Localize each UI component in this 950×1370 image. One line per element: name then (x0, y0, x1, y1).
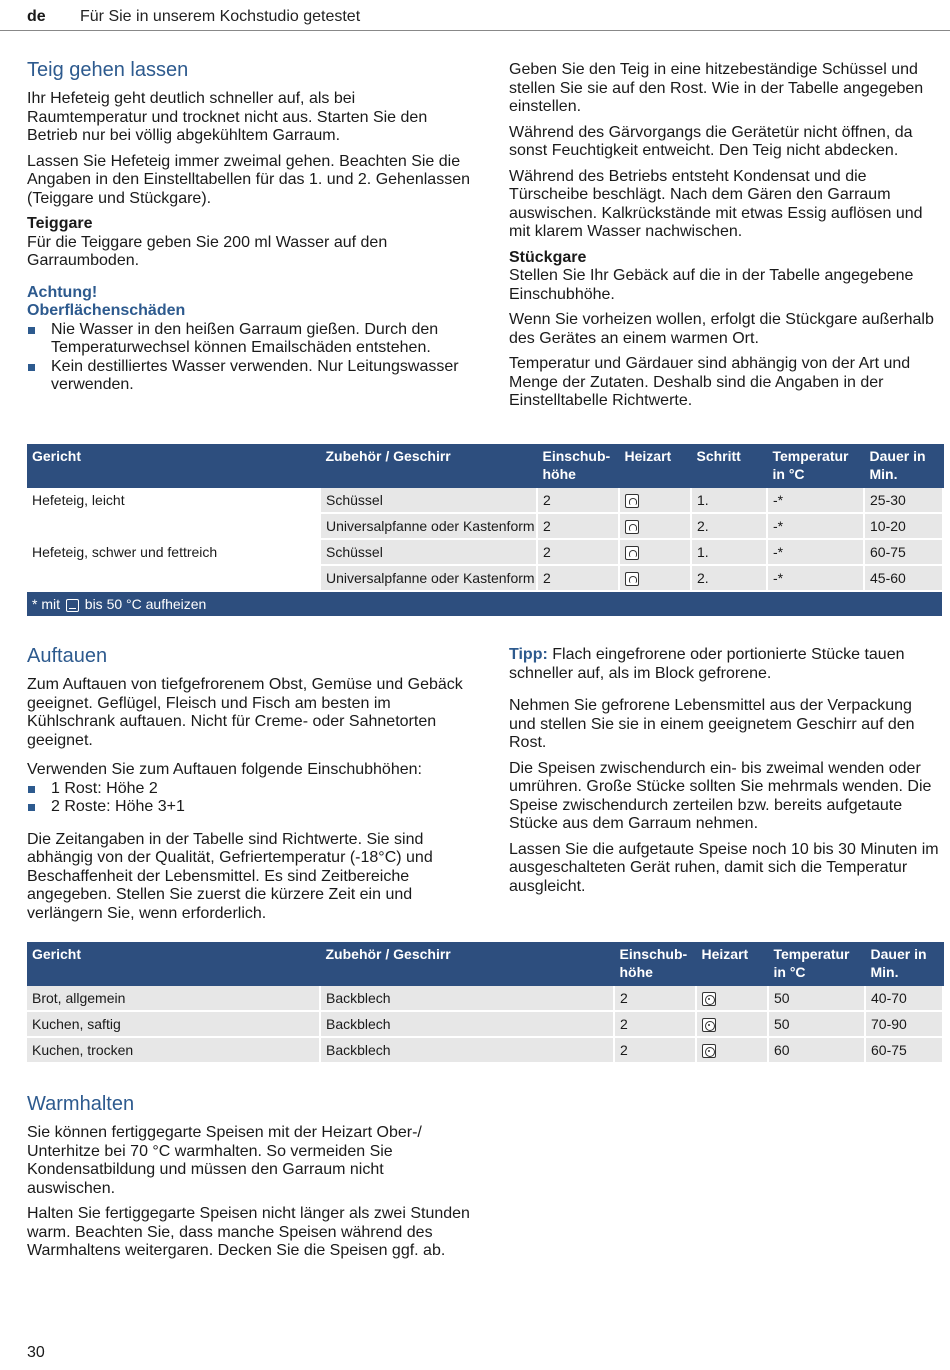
cell-temp: -* (767, 513, 864, 539)
cell-hoehe: 2 (537, 539, 619, 565)
cell-heizart (619, 565, 691, 591)
cell-dauer: 10-20 (864, 513, 943, 539)
cell-hoehe: 2 (614, 1011, 696, 1037)
table-header-row (27, 942, 943, 986)
list-item: 2 Roste: Höhe 3+1 (27, 798, 472, 817)
teiggare-text: Für die Teiggare geben Sie 200 ml Wasser auf den Garraumboden. (27, 233, 388, 269)
fan-icon (702, 1018, 716, 1032)
stueckgare-heading: Stückgare (509, 248, 587, 266)
dough-settings-table (27, 444, 944, 618)
auftauen-right-paragraph-2: Die Speisen zwischendurch ein- bis zweimal wenden oder umrühren. Große Stücke sollten Sie mehrmals wenden. Die Speise zwischendurch zerteilen bzw. bereits aufgetaute Stücke aus dem Garraum nehmen. (509, 759, 932, 832)
column-header: Einschub- höhe (614, 942, 696, 986)
list-item: Nie Wasser in den heißen Garraum gießen. Durch den Temperaturwechsel können Emailschäden entstehen. (27, 321, 472, 358)
list-item: Kein destilliertes Wasser verwenden. Nur Leitungswasser verwenden. (27, 358, 472, 395)
cell-hoehe: 2 (537, 565, 619, 591)
cell-dauer: 70-90 (865, 1011, 943, 1037)
cell-heizart (696, 1011, 768, 1037)
cell-zubehoer: Backblech (320, 1037, 614, 1063)
cell-temp: -* (767, 488, 864, 513)
cell-dauer: 45-60 (864, 565, 943, 591)
column-header: Dauer in Min. (864, 444, 943, 488)
cell-schritt: 1. (691, 539, 767, 565)
column-header: Einschub- höhe (537, 444, 619, 488)
cell-heizart (619, 539, 691, 565)
column-header: Gericht (27, 444, 320, 488)
fan-icon (702, 1044, 716, 1058)
cell-gericht (27, 565, 320, 591)
cell-gericht: Kuchen, saftig (27, 1011, 320, 1037)
cell-dauer: 25-30 (864, 488, 943, 513)
auftauen-paragraph-2: Verwenden Sie zum Auftauen folgende Einschubhöhen: (27, 761, 422, 778)
column-header: Temperatur in °C (767, 444, 864, 488)
cell-zubehoer: Backblech (320, 986, 614, 1011)
footnote-suffix: bis 50 °C aufheizen (84, 596, 207, 612)
table-header-row (27, 444, 943, 488)
column-header: Gericht (27, 942, 320, 986)
dough-icon (625, 572, 639, 586)
cell-heizart (696, 1037, 768, 1063)
dough-icon (625, 546, 639, 560)
cell-dauer: 60-75 (864, 539, 943, 565)
column-header: Heizart (619, 444, 691, 488)
cell-temp: -* (767, 539, 864, 565)
dough-icon (625, 494, 639, 508)
cell-schritt: 2. (691, 565, 767, 591)
page-number: 30 (27, 1344, 45, 1361)
cell-zubehoer: Universalpfanne oder Kastenform (320, 565, 537, 591)
cell-hoehe: 2 (614, 986, 696, 1011)
section-title-teig: Teig gehen lassen (27, 59, 189, 81)
header-title: Für Sie in unserem Kochstudio getestet (80, 8, 361, 25)
cell-dauer: 60-75 (865, 1037, 943, 1063)
cell-zubehoer: Universalpfanne oder Kastenform (320, 513, 537, 539)
cell-temp: 50 (768, 1011, 865, 1037)
cell-gericht (27, 513, 320, 539)
table-footnote (27, 591, 943, 617)
cell-zubehoer: Schüssel (320, 488, 537, 513)
teig-right-paragraph-4: Wenn Sie vorheizen wollen, erfolgt die Stückgare außerhalb des Gerätes an einem warmen Ort. (509, 311, 934, 347)
defrost-settings-table (27, 942, 944, 1064)
table-footnote-row (27, 591, 943, 617)
teig-right-paragraph-3: Während des Betriebs entsteht Kondensat und die Türscheibe beschlägt. Nach dem Gären den Garraum auswischen. Kalkrückstände mit etwas Essig auflösen und mit klarem Wasser nachwischen. (509, 167, 923, 240)
cell-gericht: Brot, allgemein (27, 986, 320, 1011)
teig-right-column (509, 61, 941, 418)
cell-hoehe: 2 (537, 488, 619, 513)
list-item: 1 Rost: Höhe 2 (27, 780, 472, 799)
auftauen-paragraph-3: Die Zeitangaben in der Tabelle sind Richtwerte. Sie sind abhängig von der Qualität, Gefriertemperatur (-18°C) und Beschaffenheit der Lebensmittel. Es sind Zeitbereiche angegeben. Stellen Sie zuerst die kürzere Zeit ein und verlängern Sie, wenn erforderlich. (27, 830, 433, 922)
cell-hoehe: 2 (614, 1037, 696, 1063)
column-header: Zubehör / Geschirr (320, 444, 537, 488)
cell-schritt: 1. (691, 488, 767, 513)
table-row (27, 539, 943, 565)
tipp-text: Flach eingefrorene oder portionierte Stücke tauen schneller auf, als im Block gefrorene. (509, 646, 905, 682)
table-row (27, 565, 943, 591)
language-code: de (27, 8, 46, 25)
header-divider (0, 30, 950, 31)
column-header: Zubehör / Geschirr (320, 942, 614, 986)
auftauen-right-paragraph-1: Nehmen Sie gefrorene Lebensmittel aus der Verpackung und stellen Sie sie in einem geeignetem Geschirr auf den Rost. (509, 697, 915, 751)
einschub-list (27, 780, 472, 817)
stueckgare-text: Stellen Sie Ihr Gebäck auf die in der Tabelle angegebene Einschubhöhe. (509, 267, 914, 303)
warmhalten-column (27, 1092, 472, 1268)
table-row (27, 1011, 943, 1037)
dough-icon (625, 520, 639, 534)
section-title-auftauen: Auftauen (27, 645, 108, 667)
teig-paragraph-2: Lassen Sie Hefeteig immer zweimal gehen. Beachten Sie die Angaben in den Einstelltabellen für das 1. und 2. Gehenlassen (Teiggare und Stückgare). (27, 152, 470, 207)
table-row (27, 1037, 943, 1063)
warning-title: Achtung! (27, 283, 98, 301)
table-row (27, 488, 943, 513)
column-header: Temperatur in °C (768, 942, 865, 986)
teig-right-paragraph-5: Temperatur und Gärdauer sind abhängig von der Art und Menge der Zutaten. Deshalb sind die Angaben in der Einstelltabelle Richtwerte. (509, 355, 911, 409)
teig-left-column (27, 58, 472, 402)
cell-gericht: Kuchen, trocken (27, 1037, 320, 1063)
teig-right-paragraph-1: Geben Sie den Teig in eine hitzebeständige Schüssel und stellen Sie sie auf den Rost. Wie in der Tabelle angegeben einstellen. (509, 61, 924, 115)
top-bottom-heat-icon (66, 599, 79, 612)
table-row (27, 986, 943, 1011)
warmhalten-paragraph-2: Halten Sie fertiggegarte Speisen nicht länger als zwei Stunden warm. Beachten Sie, dass manche Speisen während des Warmhaltens weitergaren. Decken Sie die Speisen ggf. ab. (27, 1205, 470, 1259)
cell-temp: 50 (768, 986, 865, 1011)
warning-subtitle: Oberflächenschäden (27, 302, 186, 319)
tipp-label: Tipp: (509, 646, 548, 663)
auftauen-paragraph-1: Zum Auftauen von tiefgefrorenem Obst, Gemüse und Gebäck geeignet. Geflügel, Fleisch und Fisch am besten im Kühlschrank auftauen. Nicht für Creme- oder Sahnetorten geeignet. (27, 676, 463, 749)
fan-icon (702, 992, 716, 1006)
cell-gericht: Hefeteig, schwer und fettreich (27, 539, 320, 565)
auftauen-left-column (27, 644, 472, 930)
cell-temp: -* (767, 565, 864, 591)
page-header (27, 6, 940, 28)
footnote-prefix: * mit (32, 596, 60, 612)
cell-heizart (619, 513, 691, 539)
column-header: Dauer in Min. (865, 942, 943, 986)
cell-heizart (696, 986, 768, 1011)
teig-paragraph-1: Ihr Hefeteig geht deutlich schneller auf, als bei Raumtemperatur und trocknet nicht aus. Starten Sie den Betrieb nur bei völlig abgekühltem Garraum. (27, 90, 428, 144)
column-header: Schritt (691, 444, 767, 488)
tipp-paragraph (509, 646, 941, 683)
cell-gericht: Hefeteig, leicht (27, 488, 320, 513)
cell-schritt: 2. (691, 513, 767, 539)
auftauen-right-column (509, 646, 941, 903)
teig-right-paragraph-2: Während des Gärvorgangs die Gerätetür nicht öffnen, da sonst Feuchtigkeit entweicht. Den Teig nicht abdecken. (509, 123, 913, 159)
cell-zubehoer: Backblech (320, 1011, 614, 1037)
cell-heizart (619, 488, 691, 513)
column-header: Heizart (696, 942, 768, 986)
table-row (27, 513, 943, 539)
cell-temp: 60 (768, 1037, 865, 1063)
cell-dauer: 40-70 (865, 986, 943, 1011)
teiggare-heading: Teiggare (27, 215, 93, 232)
cell-zubehoer: Schüssel (320, 539, 537, 565)
warmhalten-paragraph-1: Sie können fertiggegarte Speisen mit der Heizart Ober-/ Unterhitze bei 70 °C warmhalten. So vermeiden Sie Kondensatbildung und müssen den Garraum nicht auswischen. (27, 1124, 422, 1197)
auftauen-right-paragraph-3: Lassen Sie die aufgetaute Speise noch 10 bis 30 Minuten im ausgeschalteten Gerät ruhen, damit sich die Temperatur ausgleicht. (509, 840, 939, 895)
warning-list (27, 321, 472, 395)
section-title-warmhalten: Warmhalten (27, 1093, 135, 1115)
cell-hoehe: 2 (537, 513, 619, 539)
